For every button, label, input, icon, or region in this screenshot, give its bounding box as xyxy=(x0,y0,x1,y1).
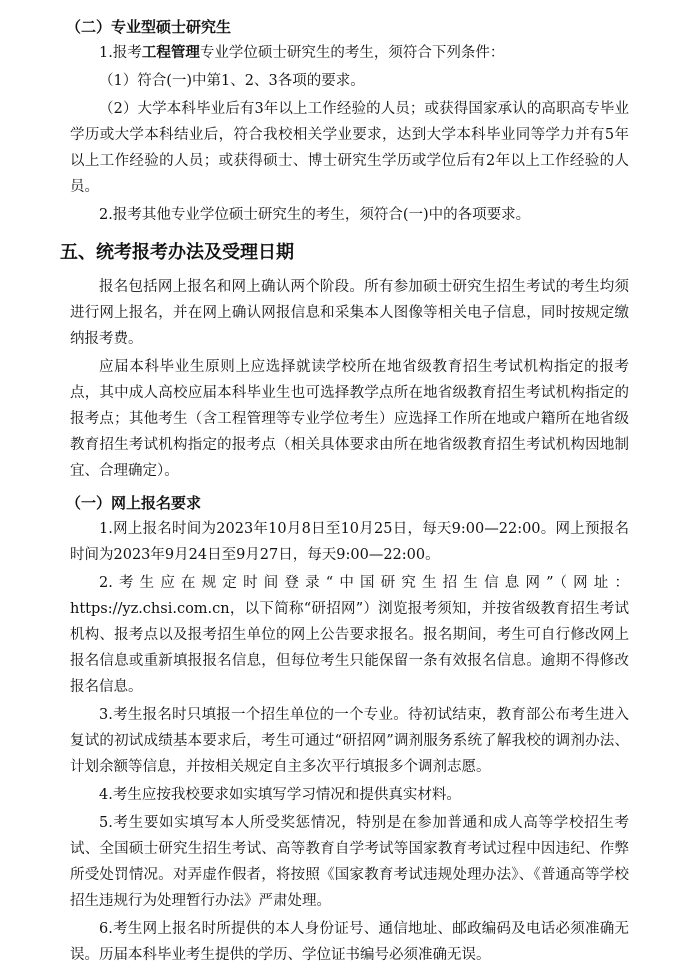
paragraph-rewards-punishments: 5.考生要如实填写本人所受奖惩情况，特别是在参加普通和成人高等学校招生考试、全国硕士研究生招生考试、高等教育自学考试等国家教育考试过程中因违纪、作弊所受处罚情况。对弄虚作假者，将按照《国家教育考试违规处理办法》、《普通高等学校招生违规行为处理暂行办法》严肃处理。 xyxy=(70,815,629,909)
paragraph-condition-1: （1）符合(一)中第1、2、3各项的要求。 xyxy=(99,73,365,89)
paragraph-engineering-management: 1.报考工程管理专业学位硕士研究生的考生，须符合下列条件： xyxy=(99,45,505,61)
paragraph-registration-time: 1.网上报名时间为2023年10月8日至10月25日，每天9:00—22:00。网上预报名时间为2023年9月24日至9月27日，每天9:00—22:00。 xyxy=(70,521,629,563)
heading-professional-master: （二）专业型硕士研究生 xyxy=(66,18,232,36)
heading-online-registration: （一）网上报名要求 xyxy=(66,494,202,512)
paragraph-login-website: 2.考生应在规定时间登录“中国研究生招生信息网”（网址：https://yz.chsi.com.cn，以下简称“研招网”）浏览报考须知，并按省级教育招生考试机构、报考点以及报考招生单位的网上公告要求报名。报名期间，考生可自行修改网上报名信息或重新填报报名信息，但每位考生只能保留一条有效报名信息。逾期不得修改报名信息。 xyxy=(70,575,629,695)
paragraph-exam-site-selection: 应届本科毕业生原则上应选择就读学校所在地省级教育招生考试机构指定的报考点，其中成人高校应届本科毕业生也可选择教学点所在地省级教育招生考试机构指定的报考点；其他考生（含工程管理等专业学位考生）应选择工作所在地或户籍所在地省级教育招生考试机构指定的报考点（相关具体要求由所在地省级教育招生考试机构因地制宜、合理确定）。 xyxy=(70,359,629,479)
heading-section-five: 五、统考报考办法及受理日期 xyxy=(60,242,294,263)
paragraph-single-major: 3.考生报名时只填报一个招生单位的一个专业。待初试结束，教育部公布考生进入复试的初试成绩基本要求后，考生可通过“研招网”调剂服务系统了解我校的调剂办法、计划余额等信息，并按相关规定自主多次平行填报多个调剂志愿。 xyxy=(70,707,629,775)
bold-term-engineering-management: 工程管理 xyxy=(141,45,200,61)
paragraph-other-professional: 2.报考其他专业学位硕士研究生的考生，须符合(一)中的各项要求。 xyxy=(99,207,531,223)
paragraph-truthful-materials: 4.考生应按我校要求如实填写学习情况和提供真实材料。 xyxy=(99,787,461,803)
paragraph-condition-2: （2）大学本科毕业后有3年以上工作经验的人员；或获得国家承认的高职高专毕业学历或大学本科结业后，符合我校相关学业要求，达到大学本科毕业同等学力并有5年以上工作经验的人员；或获得硕士、博士研究生学历或学位后有2年以上工作经验的人员。 xyxy=(70,101,629,195)
paragraph-accurate-info: 6.考生网上报名时所提供的本人身份证号、通信地址、邮政编码及电话必须准确无误。历届本科毕业考生提供的学历、学位证书编号必须准确无误。 xyxy=(70,921,629,963)
paragraph-registration-stages: 报名包括网上报名和网上确认两个阶段。所有参加硕士研究生招生考试的考生均须进行网上报名，并在网上确认网报信息和采集本人图像等相关电子信息，同时按规定缴纳报考费。 xyxy=(70,279,629,347)
